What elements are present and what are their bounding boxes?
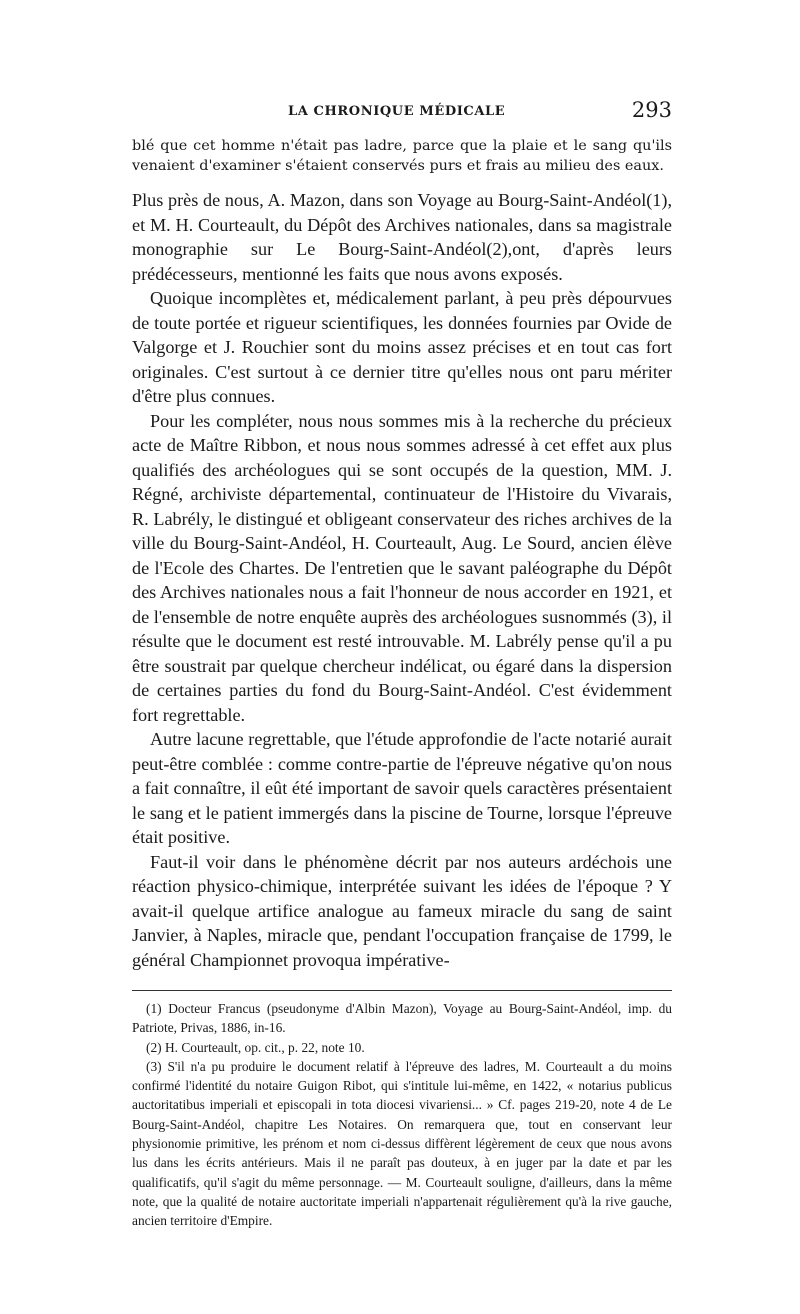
page-number: 293: [631, 98, 672, 122]
footnotes: [132, 999, 672, 1231]
journal-title: LA CHRONIQUE MÉDICALE: [288, 104, 506, 119]
continued-paragraph: blé que cet homme n'était pas ladre, parce que la plaie et le sang qu'ils venaient d'examiner s'étaient conservés purs et frais au milieu des eaux.: [132, 138, 672, 174]
footnote: (3) S'il n'a pu produire le document relatif à l'épreuve des ladres, M. Courteault a du moins confirmé l'identité du notaire Guigon Ribot, qui s'intitule lui-même, en 1422, « notarius publicus auctoritatibus imperiali et episcopali in tota diocesi vivariensi... » Cf. pages 219-20, note 4 de Le Bourg-Saint-Andéol, chapitre Les Notaires. On remarquera que, tout en conservant leur physionomie primitive, les prénom et nom ci-dessus diffèrent légèrement de ceux que nous avons lus dans les écrits antérieurs. Mais il ne paraît pas douteux, à en juger par la date et par les qualificatifs, qu'il s'agit du même personnage. — M. Courteault souligne, d'ailleurs, dans la même note, que la qualité de notaire auctoritate imperiali n'appartenait régulièrement qu'à la rive gauche, ancien territoire d'Empire.: [132, 1058, 672, 1229]
paragraph: Quoique incomplètes et, médicalement parlant, à peu près dépourvues de toute portée et rigueur scientifiques, les données fournies par Ovide de Valgorge et J. Rouchier sont du moins assez précises et en tout cas fort originales. C'est surtout à ce dernier titre qu'elles nous ont paru mériter d'être plus connues.: [132, 288, 672, 406]
page: [132, 98, 672, 1231]
footnote: (1) Docteur Francus (pseudonyme d'Albin Mazon), Voyage au Bourg-Saint-Andéol, imp. du Patriote, Privas, 1886, in-16.: [132, 1001, 672, 1036]
paragraph: Autre lacune regrettable, que l'étude approfondie de l'acte notarié aurait peut-être comblée : comme contre-partie de l'épreuve négative qu'on nous a fait connaître, il eût été important de savoir quels caractères présentaient le sang et le patient immergés dans la piscine de Tourne, lorsque l'épreuve était positive.: [132, 729, 672, 847]
paragraph: Pour les compléter, nous nous sommes mis à la recherche du précieux acte de Maître Ribbon, et nous nous sommes adressé à cet effet aux plus qualifiés des archéologues qui se sont occupés de la question, MM. J. Régné, archiviste départemental, continuateur de l'Histoire du Vivarais, R. Labrély, le distingué et obligeant conservateur des riches archives de la ville du Bourg-Saint-Andéol, H. Courteault, Aug. Le Sourd, ancien élève de l'Ecole des Chartes. De l'entretien que le savant paléographe du Dépôt des Archives nationales nous a fait l'honneur de nous accorder en 1921, et de l'ensemble de notre enquête auprès des archéologues susnommés (3), il résulte que le document est resté introuvable. M. Labrély pense qu'il a pu être soustrait par quelque chercheur indélicat, ou égaré dans la dispersion de certaines parties du fond du Bourg-Saint-Andéol. C'est évidemment fort regrettable.: [132, 410, 672, 725]
running-head: [132, 98, 672, 128]
body-text: [132, 188, 672, 972]
paragraph: Faut-il voir dans le phénomène décrit par nos auteurs ardéchois une réaction physico-chimique, interprétée suivant les idées de l'époque ? Y avait-il quelque artifice analogue au fameux miracle du sang de saint Janvier, à Naples, miracle que, pendant l'occupation française de 1799, le général Championnet provoqua impérative-: [132, 851, 672, 970]
paragraph: Plus près de nous, A. Mazon, dans son Voyage au Bourg-Saint-Andéol(1), et M. H. Courteault, du Dépôt des Archives nationales, dans sa magistrale monographie sur Le Bourg-Saint-Andéol(2),ont, d'après leurs prédécesseurs, mentionné les faits que nous avons exposés.: [132, 190, 672, 284]
footnote: (2) H. Courteault, op. cit., p. 22, note 10.: [146, 1039, 365, 1055]
footnote-divider: [132, 990, 672, 991]
